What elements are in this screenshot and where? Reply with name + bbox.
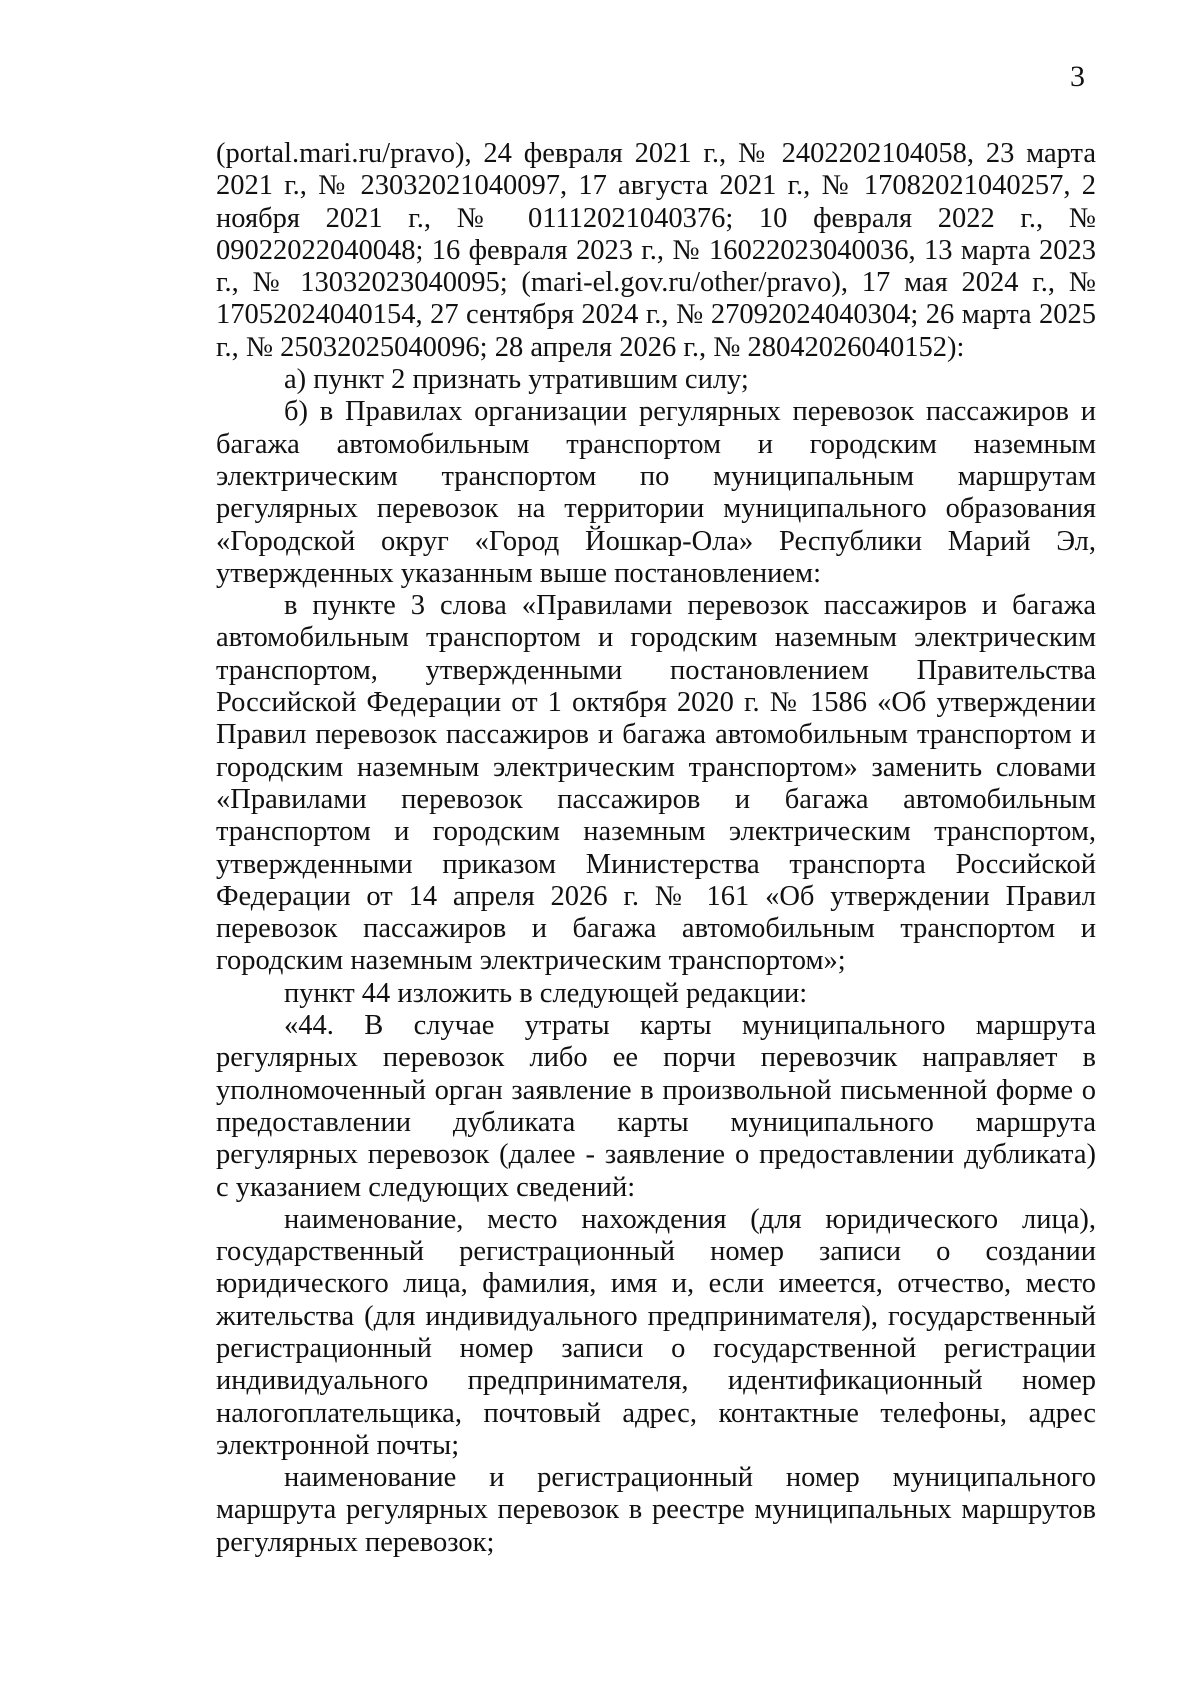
paragraph-publication-list: (portal.mari.ru/pravo), 24 февраля 2021 г., № 2402202104058, 23 марта 2021 г., № 23032021040097, 17 августа 2021 г., № 17082021040257, 2 ноября 2021 г., № 01112021040376; 10 февраля 2022 г., № 09022022040048; 16 февраля 2023 г., № 16022023040036, 13 марта 2023 г., № 13032023040095; (mari-el.gov.ru/other/pravo), 17 мая 2024 г., № 17052024040154, 27 сентября 2024 г., № 27092024040304; 26 марта 2025 г., № 25032025040096; 28 апреля 2026 г., № 28042026040152): <box>216 138 1096 363</box>
paragraph-item-b: б) в Правилах организации регулярных перевозок пассажиров и багажа автомобильным транспортом и городским наземным электрическим транспортом по муниципальным маршрутам регулярных перевозок на территории муниципального образования «Городской округ «Город Йошкар-Ола» Республики Марий Эл, утвержденных указанным выше постановлением: <box>216 396 1096 589</box>
paragraph-point-44-text: «44. В случае утраты карты муниципального маршрута регулярных перевозок либо ее порчи перевозчик направляет в уполномоченный орган заявление в произвольной письменной форме о предоставлении дубликата карты муниципального маршрута регулярных перевозок (далее - заявление о предоставлении дубликата) с указанием следующих сведений: <box>216 1010 1096 1203</box>
page-number: 3 <box>1070 60 1085 93</box>
paragraph-point-44-intro: пункт 44 изложить в следующей редакции: <box>284 977 808 1009</box>
paragraph-route-details: наименование и регистрационный номер муниципального маршрута регулярных перевозок в реестре муниципальных маршрутов регулярных перевозок; <box>216 1462 1096 1558</box>
paragraph-item-a: а) пункт 2 признать утратившим силу; <box>284 364 749 396</box>
paragraph-carrier-details: наименование, место нахождения (для юридического лица), государственный регистрационный номер записи о создании юридического лица, фамилия, имя и, если имеется, отчество, место жительства (для индивидуального предпринимателя), государственный регистрационный номер записи о государственной регистрации индивидуального предпринимателя, идентификационный номер налогоплательщика, почтовый адрес, контактные телефоны, адрес электронной почты; <box>216 1203 1096 1461</box>
paragraph-point-3: в пункте 3 слова «Правилами перевозок пассажиров и багажа автомобильным транспортом и городским наземным электрическим транспортом, утвержденными постановлением Правительства Российской Федерации от 1 октября 2020 г. № 1586 «Об утверждении Правил перевозок пассажиров и багажа автомобильным транспортом и городским наземным электрическим транспортом» заменить словами «Правилами перевозок пассажиров и багажа автомобильным транспортом и городским наземным электрическим транспортом, утвержденными приказом Министерства транспорта Российской Федерации от 14 апреля 2026 г. № 161 «Об утверждении Правил перевозок пассажиров и багажа автомобильным транспортом и городским наземным электрическим транспортом»; <box>216 590 1096 977</box>
document-body <box>216 138 1096 1559</box>
